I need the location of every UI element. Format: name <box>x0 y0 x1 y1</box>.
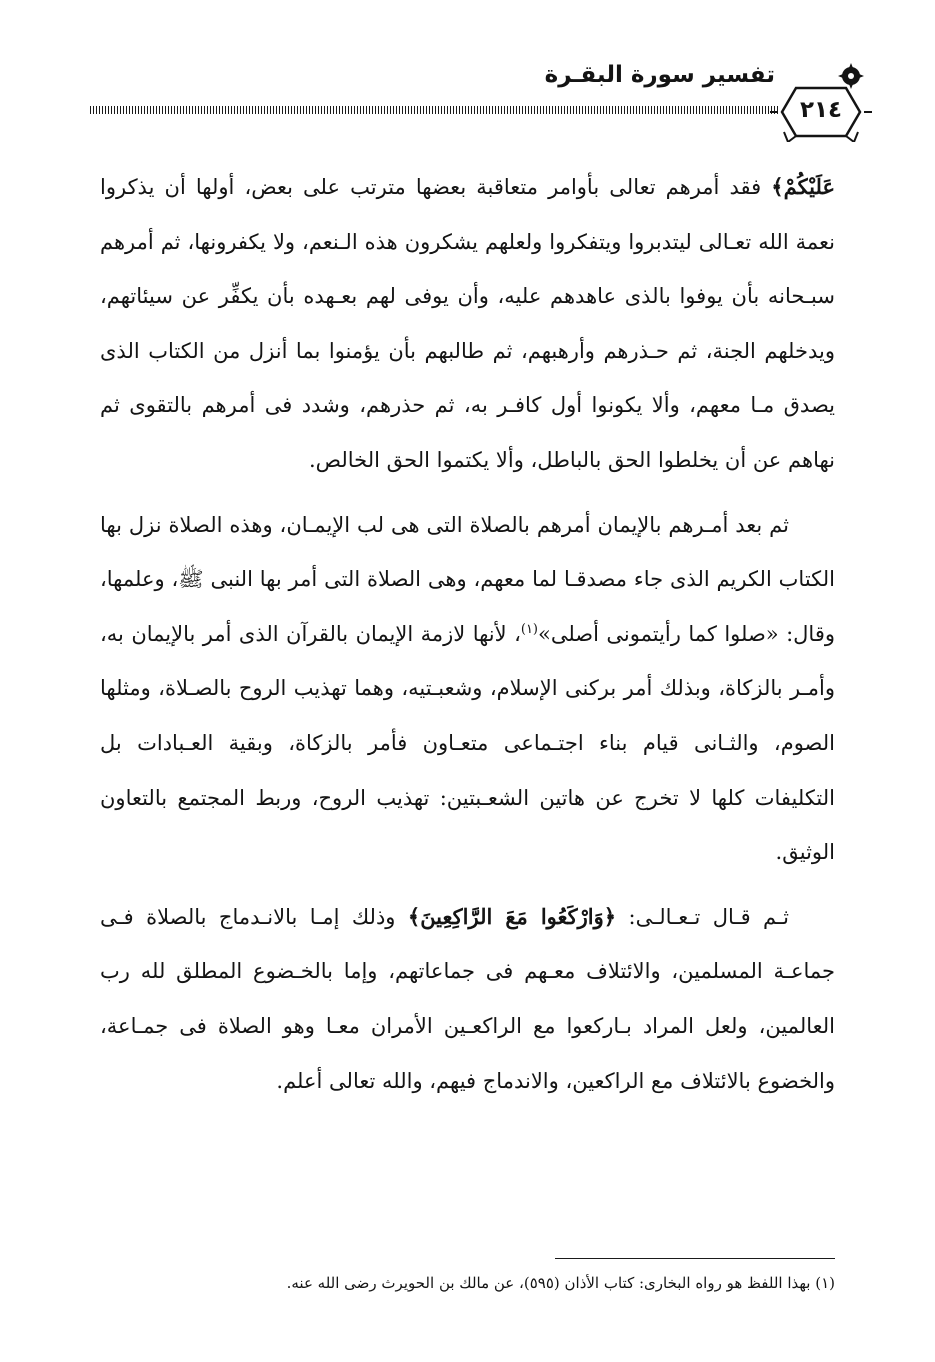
running-title: تفسير سورة البقـرة <box>544 62 775 88</box>
footnote: (١) بهذا اللفظ هو رواه البخارى: كتاب الأذان (٥٩٥)، عن مالك بن الحويرث رضى الله عنه. <box>286 1274 835 1292</box>
body-text <box>100 160 835 1118</box>
paragraph-2 <box>100 498 835 880</box>
header-hatch-rule <box>90 106 780 114</box>
footnote-divider <box>555 1258 835 1259</box>
paragraph-text: وذلك إمـا بالانـدماج بالصلاة فـى جماعـة المسلمين، والائتلاف معـهم فى جماعاتهم، وإما بالخـضوع المطلق لله رب العالمين، ولعل المراد بـاركعوا مع الراكعـين الأمران معـا وهو الصلاة فى جمـاعة، والخضوع بالائتلاف مع الراكعين، والاندماج فيهم، والله تعالى أعلم. <box>100 904 835 1093</box>
paragraph-1 <box>100 160 835 488</box>
paragraph-text: ثـم قـال تـعـالـى: <box>616 904 790 929</box>
page-number-badge <box>768 82 874 142</box>
page-number: ٢١٤ <box>799 97 843 123</box>
quran-quote: ﴿وَارْكَعُوا مَعَ الرَّاكِعِينَ﴾ <box>407 903 617 929</box>
paragraph-3 <box>100 890 835 1108</box>
paragraph-text: فقد أمرهم تعالى بأوامر متعاقبة بعضها مترتب على بعض، أولها أن يذكروا نعمة الله تعـالى ليتدبروا ويتفكروا ولعلهم يشكرون هذه الـنعم، ولا يكفرونها، ثم أمرهم سبـحانه بأن يوفوا بالذى عاهدهم عليه، وأن يوفى لهم بعـهده بأن يكفِّر عن سيئاتهم، ويدخلهم الجنة، ثم حـذرهم وأرهبهم، ثم طالبهم بأن يؤمنوا بما أنزل من الكتاب الذى يصدق مـا معهم، وألا يكونوا أول كافـر به، ثم حذرهم، وشدد فى أمرهم بالتقوى ثم نهاهم عن أن يخلطوا الحق بالباطل، وألا يكتموا الحق الخالص. <box>100 175 835 472</box>
page-header <box>90 60 865 140</box>
paragraph-text: ، لأنها لازمة الإيمان بالقرآن الذى أمر بالإيمان به، وأمـر بالزكاة، وبذلك أمر بركنى الإسلام، وشعبـتيه، وهما تهذيب الروح بالصـلاة، ومثلها الصوم، والثـانى قيام بناء اجتـماعى متعـاون فأمر بالزكاة، وبقية العـبادات بل التكليفات كلها لا تخرج عن هاتين الشعـبتين: تهذيب الروح، وربط المجتمع بالتعاون الوثيق. <box>100 621 835 865</box>
footnote-reference[interactable]: (١) <box>520 621 538 637</box>
quran-quote: عَلَيْكُمْ﴾ <box>771 174 835 199</box>
paragraph-text: ثم بعد أمـرهم بالإيمان أمرهم بالصلاة التى هى لب الإيمـان، وهذه الصلاة نزل بها الكتاب الكريم الذى جاء مصدقـا لما معهم، وهى الصلاة التى أمر بها النبى ﷺ، وعلمها، وقال: «صلوا كما رأيتمونى أصلى» <box>100 512 836 646</box>
